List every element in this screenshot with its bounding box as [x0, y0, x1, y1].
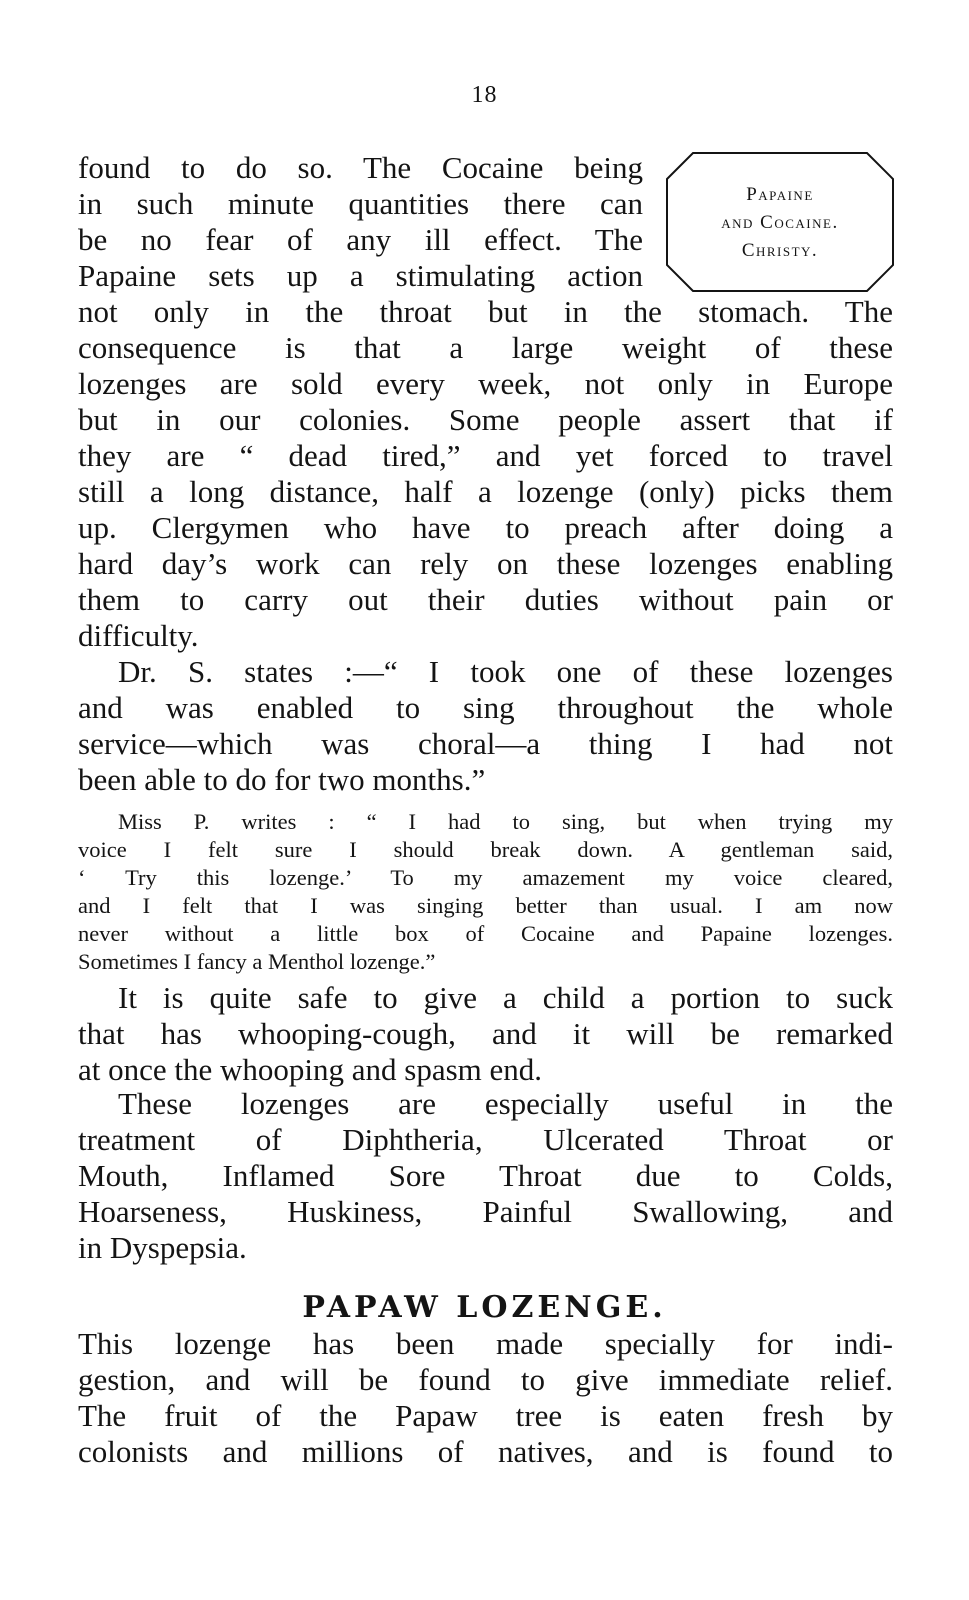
- sidenote-line: Christy.: [741, 240, 819, 261]
- text-line: difficulty.: [78, 618, 199, 653]
- text-line: still a long distance, half a lozenge (only) picks them: [78, 474, 893, 509]
- text-line: and I felt that I was singing better than usual. I am now: [78, 893, 893, 918]
- text-line: colonists and millions of natives, and is found to: [78, 1434, 893, 1469]
- text-line: The fruit of the Papaw tree is eaten fresh by: [78, 1398, 893, 1433]
- text-line: service—which was choral—a thing I had not: [78, 726, 893, 761]
- text-line: ‘ Try this lozenge.’ To my amazement my voice cleared,: [78, 865, 893, 890]
- text-line: It is quite safe to give a child a portion to suck: [118, 980, 893, 1015]
- sidenote-line: Papaine: [746, 184, 814, 205]
- paragraph-4: [78, 1086, 893, 1266]
- paragraph-2: [78, 654, 893, 798]
- text-line: been able to do for two months.”: [78, 762, 486, 797]
- text-line: gestion, and will be found to give immediate relief.: [78, 1362, 893, 1397]
- text-line: These lozenges are especially useful in the: [118, 1086, 893, 1121]
- text-line: Mouth, Inflamed Sore Throat due to Colds,: [78, 1158, 893, 1193]
- text-line: be no fear of any ill effect. The: [78, 222, 643, 257]
- text-line: Hoarseness, Huskiness, Painful Swallowing, and: [78, 1194, 893, 1229]
- text-line: at once the whooping and spasm end.: [78, 1052, 543, 1087]
- text-line: but in our colonies. Some people assert that if: [78, 402, 893, 437]
- page-number: 18: [471, 82, 498, 108]
- text-line: and was enabled to sing throughout the whole: [78, 690, 893, 725]
- text-line: never without a little box of Cocaine and Papaine lozenges.: [78, 921, 893, 946]
- paragraph-1: [78, 150, 893, 654]
- text-line: Sometimes I fancy a Menthol lozenge.”: [78, 949, 436, 974]
- section-heading: PAPAW LOZENGE.: [302, 1290, 667, 1325]
- text-line: they are “ dead tired,” and yet forced to travel: [78, 438, 893, 473]
- text-line: in Dyspepsia.: [78, 1230, 247, 1265]
- paragraph-3: [78, 980, 893, 1088]
- text-line: Papaine sets up a stimulating action: [78, 258, 643, 293]
- text-line: voice I felt sure I should break down. A gentleman said,: [78, 837, 893, 862]
- text-line: lozenges are sold every week, not only in Europe: [78, 366, 893, 401]
- text-line: treatment of Diphtheria, Ulcerated Throat or: [78, 1122, 893, 1157]
- paragraph-5: [78, 1326, 893, 1470]
- text-line: that has whooping-cough, and it will be remarked: [78, 1016, 893, 1051]
- text-line: hard day’s work can rely on these lozenges enabling: [78, 546, 893, 581]
- text-line: Miss P. writes : “ I had to sing, but when trying my: [118, 809, 893, 834]
- text-line: them to carry out their duties without pain or: [78, 582, 893, 617]
- text-line: Dr. S. states :—“ I took one of these lozenges: [118, 654, 893, 689]
- quoted-testimonial: [78, 808, 893, 976]
- text-line: up. Clergymen who have to preach after doing a: [78, 510, 893, 545]
- text-line: found to do so. The Cocaine being: [78, 150, 643, 185]
- text-line: not only in the throat but in the stomach. The: [78, 294, 893, 329]
- text-line: This lozenge has been made specially for indi-: [78, 1326, 893, 1361]
- text-line: consequence is that a large weight of these: [78, 330, 893, 365]
- sidenote-line: and Cocaine.: [721, 212, 839, 233]
- text-line: in such minute quantities there can: [78, 186, 643, 221]
